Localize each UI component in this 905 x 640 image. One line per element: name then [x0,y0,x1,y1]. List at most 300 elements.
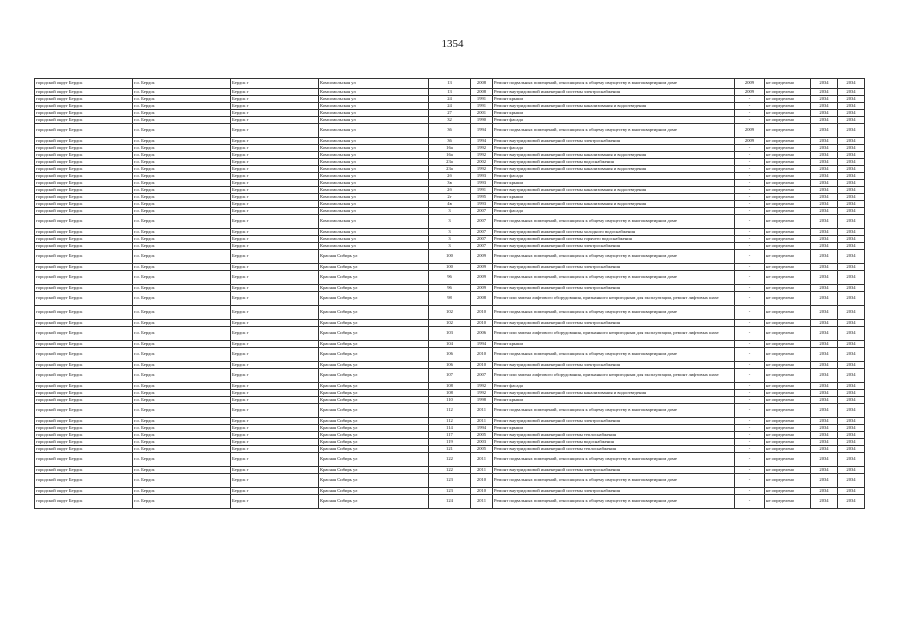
status-cell: не определено [765,362,811,369]
commission-year-cell: 2001 [471,110,493,117]
city-cell: Бердск г [231,201,319,208]
municipality-cell: городской округ Бердск [35,103,133,110]
commission-year-cell: 2010 [471,320,493,327]
work-type-cell: Ремонт крыши [493,110,735,117]
street-cell: Комсомольская ул [319,159,429,166]
settlement-cell: г.о. Бердск [133,292,231,306]
street-cell: Красная Сибирь ул [319,320,429,327]
plan-year-start-cell: 2034 [811,369,838,383]
commission-year-cell: 2011 [471,404,493,418]
table-row [35,271,865,285]
page-number: 1354 [441,38,464,50]
plan-year-end-cell: 2034 [838,124,865,138]
work-type-cell: Ремонт подвальных помещений, относящихся к общему имуществу в многоквартирном доме [493,271,735,285]
commission-year-cell: 1992 [471,166,493,173]
work-type-cell: Ремонт подвальных помещений, относящихся к общему имуществу в многоквартирном доме [493,250,735,264]
plan-year-end-cell: 2034 [838,320,865,327]
plan-year-start-cell: 2034 [811,404,838,418]
plan-year-start-cell: 2034 [811,243,838,250]
plan-year-end-cell: 2034 [838,250,865,264]
street-cell: Красная Сибирь ул [319,250,429,264]
municipality-cell: городской округ Бердск [35,495,133,509]
table-row [35,488,865,495]
last-repair-year-cell: - [735,390,765,397]
last-repair-year-cell: - [735,425,765,432]
work-type-cell: Ремонт внутридомовой инженерной системы канализования и водоотведения [493,390,735,397]
city-cell: Бердск г [231,320,319,327]
last-repair-year-cell: - [735,488,765,495]
last-repair-year-cell: - [735,404,765,418]
house-number-cell: 123 [429,474,471,488]
municipality-cell: городской округ Бердск [35,124,133,138]
table-row [35,243,865,250]
commission-year-cell: 2010 [471,348,493,362]
plan-year-start-cell: 2034 [811,180,838,187]
last-repair-year-cell: - [735,194,765,201]
plan-year-end-cell: 2034 [838,341,865,348]
table-row [35,425,865,432]
plan-year-end-cell: 2034 [838,264,865,271]
municipality-cell: городской округ Бердск [35,187,133,194]
plan-year-end-cell: 2034 [838,138,865,145]
plan-year-end-cell: 2034 [838,439,865,446]
table-row [35,306,865,320]
settlement-cell: г.о. Бердск [133,271,231,285]
municipality-cell: городской округ Бердск [35,271,133,285]
house-number-cell: 23а [429,166,471,173]
last-repair-year-cell: 2009 [735,79,765,89]
street-cell: Красная Сибирь ул [319,397,429,404]
status-cell: не определено [765,229,811,236]
municipality-cell: городской округ Бердск [35,236,133,243]
municipality-cell: городской округ Бердск [35,250,133,264]
last-repair-year-cell: - [735,453,765,467]
plan-year-start-cell: 2034 [811,390,838,397]
work-type-cell: Ремонт внутридомовой инженерной системы канализования и водоотведения [493,201,735,208]
plan-year-end-cell: 2034 [838,166,865,173]
work-type-cell: Ремонт крыши [493,341,735,348]
plan-year-start-cell: 2034 [811,173,838,180]
status-cell: не определено [765,320,811,327]
commission-year-cell: 2002 [471,159,493,166]
city-cell: Бердск г [231,117,319,124]
house-number-cell: 2б [429,187,471,194]
table-row [35,215,865,229]
house-number-cell: 112 [429,404,471,418]
street-cell: Комсомольская ул [319,243,429,250]
settlement-cell: г.о. Бердск [133,362,231,369]
street-cell: Красная Сибирь ул [319,418,429,425]
house-number-cell: 108 [429,383,471,390]
work-type-cell: Ремонт внутридомовой инженерной системы электроснабжения [493,138,735,145]
plan-year-end-cell: 2034 [838,236,865,243]
municipality-cell: городской округ Бердск [35,453,133,467]
table-row [35,390,865,397]
table-row [35,138,865,145]
plan-year-end-cell: 2034 [838,432,865,439]
table-row [35,348,865,362]
settlement-cell: г.о. Бердск [133,173,231,180]
city-cell: Бердск г [231,306,319,320]
table-row [35,236,865,243]
street-cell: Красная Сибирь ул [319,271,429,285]
municipality-cell: городской округ Бердск [35,229,133,236]
work-type-cell: Ремонт крыши [493,397,735,404]
city-cell: Бердск г [231,194,319,201]
table-row [35,110,865,117]
commission-year-cell: 1993 [471,201,493,208]
commission-year-cell: 1991 [471,187,493,194]
plan-year-start-cell: 2034 [811,187,838,194]
municipality-cell: городской округ Бердск [35,215,133,229]
commission-year-cell: 2007 [471,243,493,250]
commission-year-cell: 2005 [471,446,493,453]
last-repair-year-cell: - [735,327,765,341]
status-cell: не определено [765,159,811,166]
city-cell: Бердск г [231,110,319,117]
street-cell: Комсомольская ул [319,194,429,201]
status-cell: не определено [765,180,811,187]
last-repair-year-cell: 2009 [735,138,765,145]
last-repair-year-cell: - [735,215,765,229]
plan-year-end-cell: 2034 [838,348,865,362]
last-repair-year-cell: - [735,432,765,439]
plan-year-start-cell: 2034 [811,446,838,453]
settlement-cell: г.о. Бердск [133,446,231,453]
house-number-cell: 23а [429,159,471,166]
table-row [35,453,865,467]
commission-year-cell: 2008 [471,292,493,306]
plan-year-start-cell: 2034 [811,362,838,369]
municipality-cell: городской округ Бердск [35,292,133,306]
settlement-cell: г.о. Бердск [133,467,231,474]
house-number-cell: 123 [429,488,471,495]
city-cell: Бердск г [231,271,319,285]
plan-year-start-cell: 2034 [811,145,838,152]
plan-year-end-cell: 2034 [838,292,865,306]
last-repair-year-cell: - [735,362,765,369]
plan-year-start-cell: 2034 [811,439,838,446]
commission-year-cell: 1992 [471,383,493,390]
table-row [35,341,865,348]
commission-year-cell: 2007 [471,215,493,229]
status-cell: не определено [765,453,811,467]
last-repair-year-cell: - [735,467,765,474]
table-row [35,152,865,159]
municipality-cell: городской округ Бердск [35,369,133,383]
municipality-cell: городской округ Бердск [35,425,133,432]
municipality-cell: городской округ Бердск [35,166,133,173]
settlement-cell: г.о. Бердск [133,201,231,208]
house-number-cell: 24 [429,103,471,110]
city-cell: Бердск г [231,432,319,439]
work-type-cell: Ремонт внутридомовой инженерной системы канализования и водоотведения [493,187,735,194]
table-row [35,89,865,96]
last-repair-year-cell: - [735,495,765,509]
status-cell: не определено [765,124,811,138]
house-number-cell: 13 [429,89,471,96]
plan-year-start-cell: 2034 [811,474,838,488]
settlement-cell: г.о. Бердск [133,236,231,243]
work-type-cell: Ремонт крыши [493,180,735,187]
settlement-cell: г.о. Бердск [133,180,231,187]
work-type-cell: Ремонт внутридомовой инженерной системы канализования и водоотведения [493,166,735,173]
street-cell: Красная Сибирь ул [319,362,429,369]
municipality-cell: городской округ Бердск [35,306,133,320]
municipality-cell: городской округ Бердск [35,117,133,124]
plan-year-end-cell: 2034 [838,383,865,390]
city-cell: Бердск г [231,96,319,103]
status-cell: не определено [765,208,811,215]
work-type-cell: Ремонт или замена лифтового оборудования, признанного непригодным для эксплуатации, ремонт лифтовых шахт [493,327,735,341]
municipality-cell: городской округ Бердск [35,159,133,166]
table-row [35,397,865,404]
status-cell: не определено [765,173,811,180]
municipality-cell: городской округ Бердск [35,439,133,446]
house-number-cell: 117 [429,432,471,439]
commission-year-cell: 2003 [471,439,493,446]
last-repair-year-cell: - [735,110,765,117]
house-number-cell: 3 [429,236,471,243]
plan-year-end-cell: 2034 [838,215,865,229]
status-cell: не определено [765,467,811,474]
settlement-cell: г.о. Бердск [133,439,231,446]
plan-year-end-cell: 2034 [838,110,865,117]
city-cell: Бердск г [231,138,319,145]
table-row [35,369,865,383]
street-cell: Красная Сибирь ул [319,404,429,418]
street-cell: Красная Сибирь ул [319,453,429,467]
status-cell: не определено [765,152,811,159]
municipality-cell: городской округ Бердск [35,418,133,425]
table-row [35,79,865,89]
settlement-cell: г.о. Бердск [133,453,231,467]
commission-year-cell: 1991 [471,96,493,103]
table-row [35,201,865,208]
plan-year-end-cell: 2034 [838,208,865,215]
municipality-cell: городской округ Бердск [35,152,133,159]
house-number-cell: 3 [429,208,471,215]
work-type-cell: Ремонт внутридомовой инженерной системы теплоснабжения [493,446,735,453]
city-cell: Бердск г [231,166,319,173]
work-type-cell: Ремонт подвальных помещений, относящихся к общему имуществу в многоквартирном доме [493,124,735,138]
city-cell: Бердск г [231,250,319,264]
work-type-cell: Ремонт внутридомовой инженерной системы электроснабжения [493,418,735,425]
commission-year-cell: 2007 [471,369,493,383]
table-row [35,124,865,138]
plan-year-end-cell: 2034 [838,145,865,152]
city-cell: Бердск г [231,285,319,292]
plan-year-start-cell: 2034 [811,453,838,467]
commission-year-cell: 1992 [471,145,493,152]
last-repair-year-cell: - [735,446,765,453]
status-cell: не определено [765,201,811,208]
house-number-cell: 3 [429,215,471,229]
plan-year-end-cell: 2034 [838,488,865,495]
plan-year-end-cell: 2034 [838,495,865,509]
street-cell: Красная Сибирь ул [319,467,429,474]
city-cell: Бердск г [231,404,319,418]
last-repair-year-cell: - [735,439,765,446]
house-number-cell: 106 [429,348,471,362]
last-repair-year-cell: - [735,166,765,173]
settlement-cell: г.о. Бердск [133,432,231,439]
city-cell: Бердск г [231,187,319,194]
status-cell: не определено [765,397,811,404]
table-row [35,285,865,292]
table-row [35,320,865,327]
work-type-cell: Ремонт подвальных помещений, относящихся к общему имуществу в многоквартирном доме [493,453,735,467]
plan-year-end-cell: 2034 [838,446,865,453]
city-cell: Бердск г [231,159,319,166]
work-type-cell: Ремонт внутридомовой инженерной системы канализования и водоотведения [493,152,735,159]
municipality-cell: городской округ Бердск [35,79,133,89]
plan-year-start-cell: 2034 [811,488,838,495]
city-cell: Бердск г [231,418,319,425]
municipality-cell: городской округ Бердск [35,390,133,397]
table-row [35,327,865,341]
last-repair-year-cell: - [735,250,765,264]
municipality-cell: городской округ Бердск [35,180,133,187]
street-cell: Комсомольская ул [319,201,429,208]
municipality-cell: городской округ Бердск [35,341,133,348]
municipality-cell: городской округ Бердск [35,145,133,152]
last-repair-year-cell: - [735,236,765,243]
last-repair-year-cell: - [735,96,765,103]
street-cell: Комсомольская ул [319,117,429,124]
house-number-cell: 96 [429,271,471,285]
commission-year-cell: 1994 [471,341,493,348]
settlement-cell: г.о. Бердск [133,285,231,292]
city-cell: Бердск г [231,236,319,243]
work-type-cell: Ремонт внутридомовой инженерной системы электроснабжения [493,243,735,250]
street-cell: Красная Сибирь ул [319,439,429,446]
last-repair-year-cell: - [735,348,765,362]
status-cell: не определено [765,250,811,264]
plan-year-end-cell: 2034 [838,474,865,488]
table-row [35,194,865,201]
status-cell: не определено [765,79,811,89]
street-cell: Комсомольская ул [319,173,429,180]
commission-year-cell: 1993 [471,180,493,187]
status-cell: не определено [765,243,811,250]
commission-year-cell: 2009 [471,264,493,271]
municipality-cell: городской округ Бердск [35,467,133,474]
plan-year-start-cell: 2034 [811,320,838,327]
plan-year-start-cell: 2034 [811,110,838,117]
house-number-cell: 124 [429,495,471,509]
house-number-cell: 104 [429,341,471,348]
plan-year-start-cell: 2034 [811,271,838,285]
last-repair-year-cell: - [735,159,765,166]
street-cell: Комсомольская ул [319,103,429,110]
settlement-cell: г.о. Бердск [133,187,231,194]
street-cell: Комсомольская ул [319,236,429,243]
table-row [35,250,865,264]
municipality-cell: городской округ Бердск [35,488,133,495]
settlement-cell: г.о. Бердск [133,117,231,124]
plan-year-end-cell: 2034 [838,404,865,418]
table-body [35,79,865,509]
city-cell: Бердск г [231,264,319,271]
plan-year-start-cell: 2034 [811,348,838,362]
city-cell: Бердск г [231,495,319,509]
settlement-cell: г.о. Бердск [133,397,231,404]
settlement-cell: г.о. Бердск [133,138,231,145]
commission-year-cell: 1995 [471,194,493,201]
settlement-cell: г.о. Бердск [133,369,231,383]
work-type-cell: Ремонт подвальных помещений, относящихся к общему имуществу в многоквартирном доме [493,306,735,320]
last-repair-year-cell: - [735,229,765,236]
house-number-cell: 103 [429,327,471,341]
settlement-cell: г.о. Бердск [133,89,231,96]
status-cell: не определено [765,425,811,432]
city-cell: Бердск г [231,173,319,180]
street-cell: Красная Сибирь ул [319,341,429,348]
work-type-cell: Ремонт фасада [493,208,735,215]
work-type-cell: Ремонт внутридомовой инженерной системы холодного водоснабжения [493,229,735,236]
commission-year-cell: 1992 [471,152,493,159]
house-number-cell: 36 [429,138,471,145]
last-repair-year-cell: - [735,173,765,180]
plan-year-end-cell: 2034 [838,453,865,467]
plan-year-start-cell: 2034 [811,327,838,341]
settlement-cell: г.о. Бердск [133,488,231,495]
settlement-cell: г.о. Бердск [133,341,231,348]
work-type-cell: Ремонт или замена лифтового оборудования, признанного непригодным для эксплуатации, ремонт лифтовых шахт [493,369,735,383]
street-cell: Красная Сибирь ул [319,390,429,397]
plan-year-end-cell: 2034 [838,180,865,187]
street-cell: Красная Сибирь ул [319,488,429,495]
status-cell: не определено [765,369,811,383]
street-cell: Красная Сибирь ул [319,285,429,292]
street-cell: Комсомольская ул [319,145,429,152]
street-cell: Красная Сибирь ул [319,474,429,488]
plan-year-start-cell: 2034 [811,467,838,474]
last-repair-year-cell: - [735,397,765,404]
plan-year-start-cell: 2034 [811,89,838,96]
plan-year-start-cell: 2034 [811,103,838,110]
house-number-cell: 102 [429,306,471,320]
last-repair-year-cell: - [735,383,765,390]
house-number-cell: 110 [429,397,471,404]
plan-year-start-cell: 2034 [811,432,838,439]
last-repair-year-cell: - [735,292,765,306]
house-number-cell: 4в [429,201,471,208]
work-type-cell: Ремонт внутридомовой инженерной системы электроснабжения [493,467,735,474]
last-repair-year-cell: 2009 [735,89,765,96]
plan-year-start-cell: 2034 [811,250,838,264]
plan-year-end-cell: 2034 [838,187,865,194]
street-cell: Комсомольская ул [319,229,429,236]
plan-year-start-cell: 2034 [811,341,838,348]
settlement-cell: г.о. Бердск [133,348,231,362]
settlement-cell: г.о. Бердск [133,103,231,110]
city-cell: Бердск г [231,397,319,404]
status-cell: не определено [765,390,811,397]
city-cell: Бердск г [231,327,319,341]
table-row [35,229,865,236]
plan-year-end-cell: 2034 [838,390,865,397]
city-cell: Бердск г [231,103,319,110]
table-row [35,187,865,194]
last-repair-year-cell: - [735,418,765,425]
status-cell: не определено [765,103,811,110]
plan-year-start-cell: 2034 [811,306,838,320]
municipality-cell: городской округ Бердск [35,138,133,145]
street-cell: Комсомольская ул [319,152,429,159]
commission-year-cell: 2010 [471,306,493,320]
